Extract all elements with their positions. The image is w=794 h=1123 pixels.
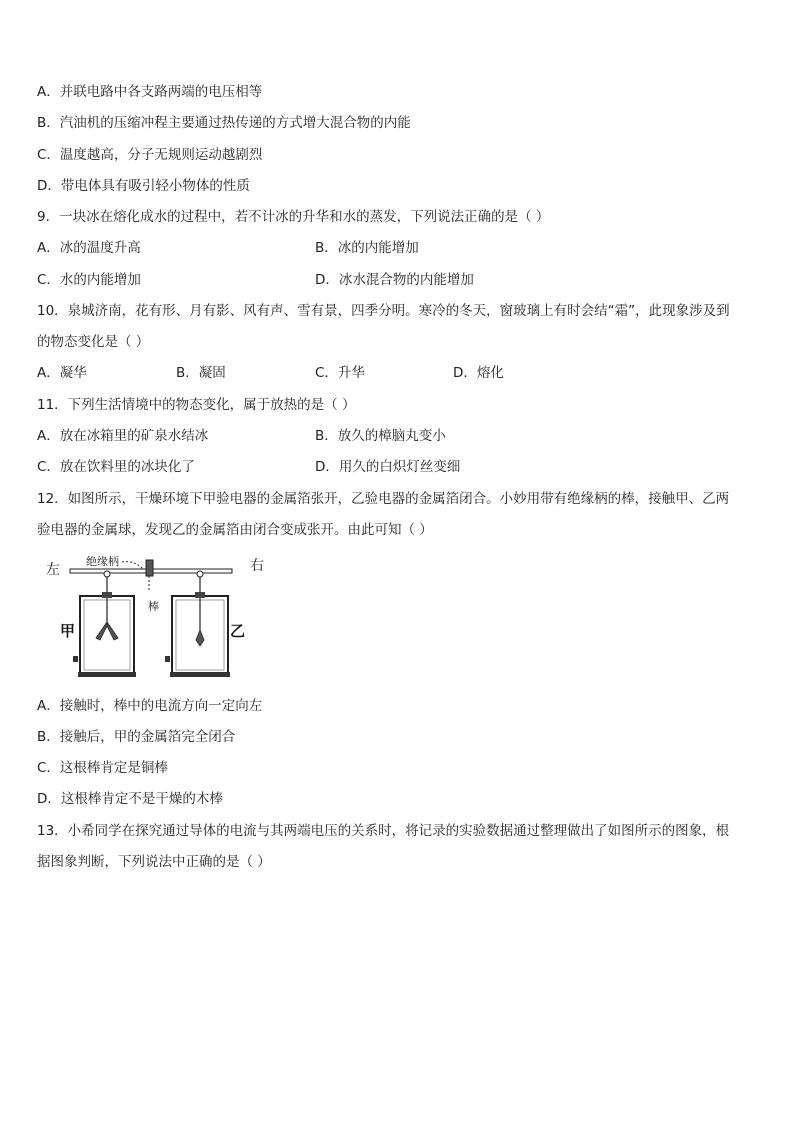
q10-option-a: A．凝华 (37, 365, 87, 381)
label-jia: 甲 (60, 623, 76, 640)
label-right: 右 (250, 559, 264, 574)
electroscope-yi (165, 571, 230, 677)
question-13-stem-line2: 据图象判断，下列说法中正确的是（ ） (37, 854, 271, 870)
q12-option-c: C．这根棒肯定是铜棒 (37, 760, 168, 776)
q9-option-a: A．冰的温度升高 (37, 240, 141, 256)
option-d: D．带电体具有吸引轻小物体的性质 (37, 178, 250, 194)
question-13-stem-line1: 13．小希同学在探究通过导体的电流与其两端电压的关系时，将记录的实验数据通过整理做出了如图所示的图象，根 (37, 823, 730, 839)
option-a: A．并联电路中各支路两端的电压相等 (37, 84, 263, 100)
question-11-stem: 11．下列生活情境中的物态变化，属于放热的是（ ） (37, 397, 356, 413)
label-left: 左 (46, 563, 60, 578)
question-10-stem-line1: 10．泉城济南，花有形、月有影、风有声、雪有景，四季分明。寒冷的冬天，窗玻璃上有时会结“霜”，此现象涉及到 (37, 303, 730, 319)
electroscope-figure (40, 552, 270, 688)
q11-option-b: B．放久的樟脑丸变小 (315, 428, 446, 444)
q11-option-c: C．放在饮料里的冰块化了 (37, 459, 195, 475)
label-yi: 乙 (230, 623, 246, 640)
question-9-stem: 9．一块冰在熔化成水的过程中，若不计冰的升华和水的蒸发，下列说法正确的是（ ） (37, 209, 550, 225)
q12-option-b: B．接触后，甲的金属箔完全闭合 (37, 729, 236, 745)
q9-option-c: C．水的内能增加 (37, 272, 141, 288)
question-10-stem-line2: 的物态变化是（ ） (37, 334, 150, 350)
option-c: C．温度越高，分子无规则运动越剧烈 (37, 147, 263, 163)
q11-option-d: D．用久的白炽灯丝变细 (315, 459, 461, 475)
q10-option-d: D．熔化 (453, 365, 504, 381)
option-b: B．汽油机的压缩冲程主要通过热传递的方式增大混合物的内能 (37, 115, 411, 131)
q11-option-a: A．放在冰箱里的矿泉水结冰 (37, 428, 209, 444)
q9-option-b: B．冰的内能增加 (315, 240, 419, 256)
q9-option-d: D．冰水混合物的内能增加 (315, 272, 474, 288)
label-handle: 绝缘柄 (86, 556, 119, 568)
q10-option-b: B．凝固 (176, 365, 226, 381)
electroscope-jia (73, 571, 136, 677)
insulating-handle (146, 560, 153, 576)
label-rod: 棒 (148, 601, 159, 613)
q12-option-a: A．接触时，棒中的电流方向一定向左 (37, 698, 263, 714)
q10-option-c: C．升华 (315, 365, 365, 381)
question-12-stem-line1: 12．如图所示，干燥环境下甲验电器的金属箔张开，乙验电器的金属箔闭合。小妙用带有绝缘柄的棒，接触甲、乙两 (37, 491, 730, 507)
q12-option-d: D．这根棒肯定不是干燥的木棒 (37, 791, 223, 807)
question-12-stem-line2: 验电器的金属球，发现乙的金属箔由闭合变成张开。由此可知（ ） (37, 522, 433, 538)
electroscope-diagram (40, 552, 270, 688)
